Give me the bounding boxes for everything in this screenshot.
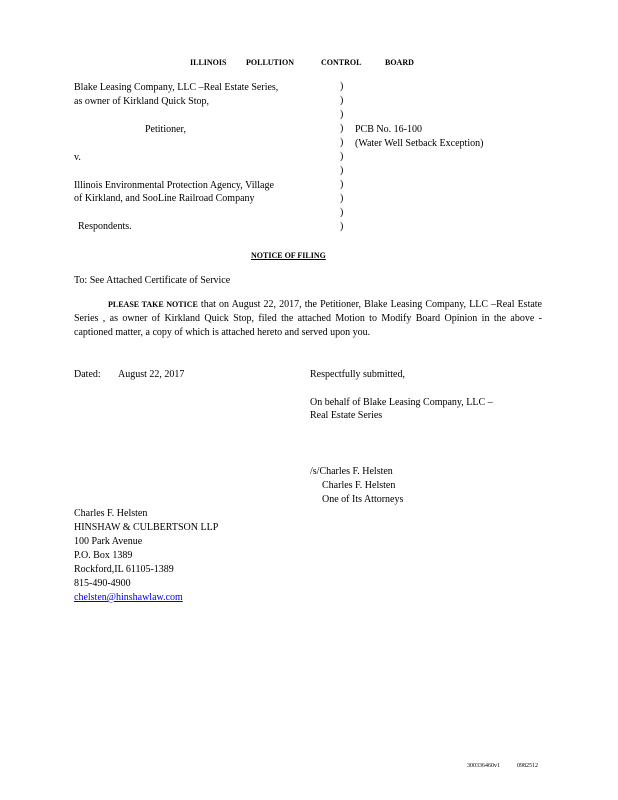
petitioner-line1: Blake Leasing Company, LLC –Real Estate Series,	[74, 82, 279, 93]
document-title: NOTICE OF FILING	[251, 251, 326, 260]
petitioner-role: Petitioner,	[145, 124, 186, 135]
attorney-email-link[interactable]: chelsten@hinshawlaw.com	[74, 592, 183, 603]
e-signature: /s/Charles F. Helsten	[310, 466, 393, 477]
notice-text: that on August 22, 2017, the Petitioner, Blake Leasing Company, LLC –Real Estate Series , as owner of Kirkland Quick Stop, filed the attached Motion to Modify Board Opinion in the above -captioned matter, a copy of which is attached hereto and served upon you.	[74, 299, 542, 338]
caption-divider: ) ) ) ) ) ) ) ) ) ) )	[340, 81, 344, 232]
attorney-city: Rockford,IL 61105-1389	[74, 564, 174, 575]
header-word: ILLINOIS	[190, 58, 227, 67]
respondent-role: Respondents.	[78, 221, 132, 232]
header-word: CONTROL	[321, 58, 362, 67]
header-word: BOARD	[385, 58, 414, 67]
to-line: To: See Attached Certificate of Service	[74, 275, 231, 286]
signer-title: One of Its Attorneys	[322, 494, 404, 505]
document-id: 300336460v1	[467, 763, 500, 769]
notice-paragraph	[74, 298, 542, 340]
closing: Respectfully submitted,	[310, 369, 405, 380]
attorney-street: 100 Park Avenue	[74, 536, 143, 547]
behalf-line2: Real Estate Series	[310, 410, 383, 421]
versus: v.	[74, 152, 81, 163]
attorney-firm: HINSHAW & CULBERTSON LLP	[74, 522, 219, 533]
matter-number: 0982512	[517, 763, 538, 769]
respondent-line1: Illinois Environmental Protection Agency, Village	[74, 180, 274, 191]
dated-date: August 22, 2017	[118, 369, 185, 380]
case-type: (Water Well Setback Exception)	[355, 138, 484, 149]
behalf-line1: On behalf of Blake Leasing Company, LLC –	[310, 397, 493, 408]
header-word: POLLUTION	[246, 58, 295, 67]
notice-lead: PLEASE TAKE NOTICE	[108, 300, 198, 309]
respondent-line2: of Kirkland, and SooLine Railroad Company	[74, 193, 255, 204]
attorney-name: Charles F. Helsten	[74, 508, 148, 519]
dated-label: Dated:	[74, 369, 101, 380]
signer-name: Charles F. Helsten	[322, 480, 396, 491]
petitioner-line2: as owner of Kirkland Quick Stop,	[74, 96, 209, 107]
attorney-po-box: P.O. Box 1389	[74, 550, 133, 561]
case-number: PCB No. 16-100	[355, 124, 422, 135]
attorney-phone: 815-490-4900	[74, 578, 131, 589]
